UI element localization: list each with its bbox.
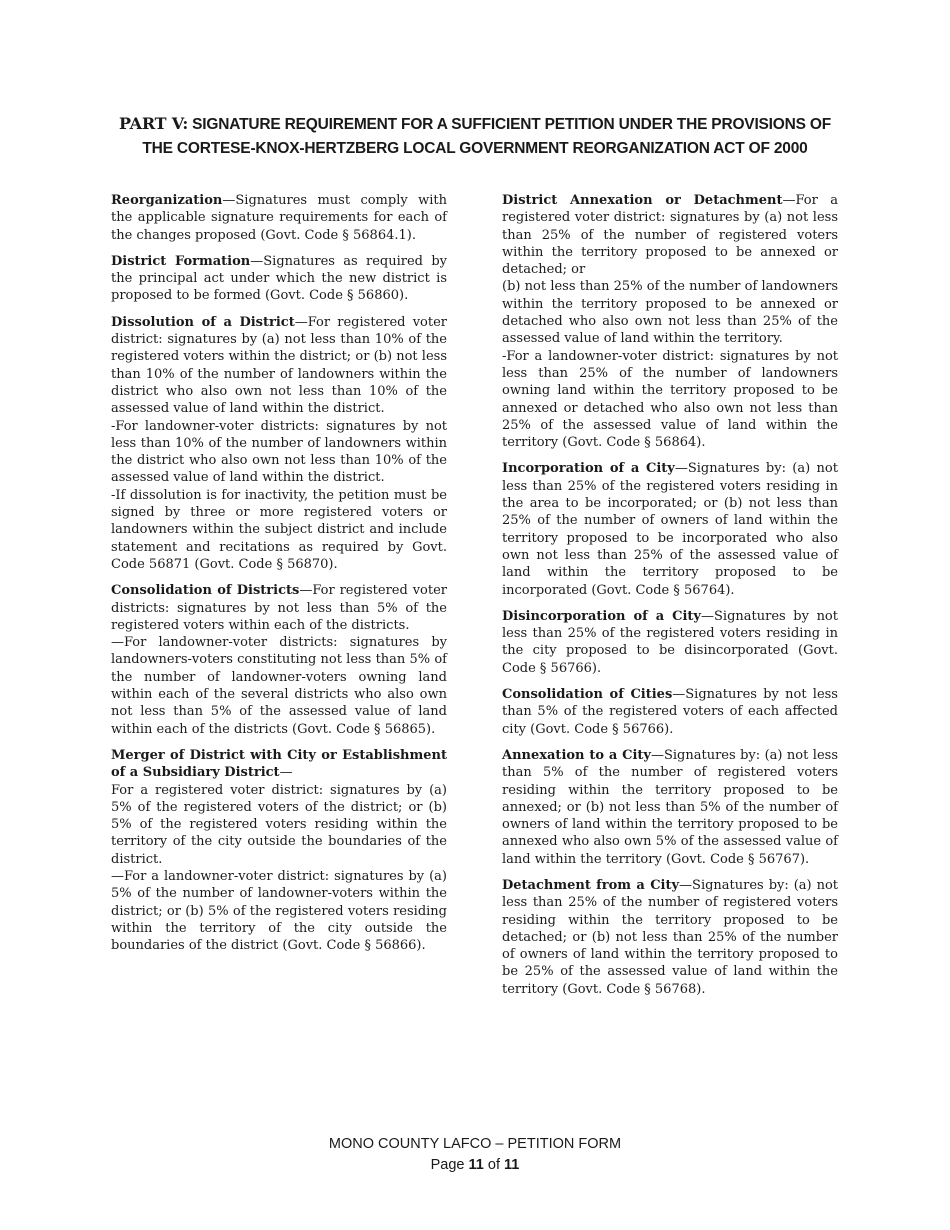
- section-text: —Signatures by: (a) not less than 25% of the registered voters residing in the area to be incorporated; or (b) not less than 25% of the number of owners of land within the territory proposed to be incorporated who also own not less than 25% of the assessed value of land within the territory proposed to be incorporated (Govt. Code § 56764).: [502, 461, 838, 598]
- left-column: [111, 192, 447, 963]
- section-text: —Signatures by: (a) not less than 5% of the number of registered voters residing within the territory proposed to be annexed; or (b) not less than 5% of the number of owners of land within the territory proposed to be annexed who also own 5% of the assessed value of land within the territory (Govt. Code § 56767).: [502, 747, 838, 867]
- petition-section: [111, 747, 447, 955]
- section-text: —For registered voter districts: signatures by not less than 5% of the registered voters within each of the districts.: [111, 583, 448, 633]
- page-of: of: [487, 1157, 500, 1173]
- section-title: District Formation: [111, 253, 251, 269]
- section-paragraph: [111, 634, 447, 738]
- section-text: —For a landowner-voter district: signatures by (a) 5% of the number of landowner-voters within the district; or (b) 5% of the registered voters residing within the territory of the city outside the boundaries of the district (Govt. Code § 56866).: [111, 868, 447, 954]
- section-text: —Signatures by: (a) not less than 25% of the number of registered voters residing within the territory proposed to be detached; or (b) not less than 25% of the number of owners of land within the territory proposed to be 25% of the assessed value of land within the territory (Govt. Code § 56768).: [502, 877, 838, 997]
- section-title: Dissolution of a District: [111, 314, 295, 330]
- petition-section: [111, 192, 447, 244]
- petition-section: [111, 582, 447, 738]
- petition-section: [502, 686, 838, 738]
- petition-section: [502, 747, 838, 868]
- petition-section: [502, 192, 838, 451]
- section-text: —For registered voter district: signatures by (a) not less than 10% of the registered voters within the district; or (b) not less than 10% of the number of landowners within the district who also own not less than 10% of the assessed value of land within the district.: [111, 314, 447, 417]
- part-label: PART V:: [118, 114, 189, 133]
- section-paragraph: [502, 877, 838, 998]
- section-paragraph: [111, 582, 447, 634]
- section-title: Detachment from a City: [502, 877, 680, 893]
- section-text: -If dissolution is for inactivity, the petition must be signed by three or more registered voters or landowners within the subject district and include statement and recitations as required by Govt. Code 56871 (Govt. Code § 56870).: [111, 487, 447, 572]
- section-paragraph: [111, 747, 447, 782]
- section-text: —For landowner-voter districts: signatures by landowners-voters constituting not less than 5% of the number of landowner-voters owning land within each of the several districts who also own not less than 5% of the assessed value of land within each of the districts (Govt. Code § 56865).: [111, 635, 447, 737]
- page-word: Page: [430, 1157, 465, 1173]
- section-text: —Signatures as required by the principal act under which the new district is proposed to be formed (Govt. Code § 56860).: [111, 253, 447, 304]
- section-text: —: [279, 765, 293, 781]
- petition-section: [111, 314, 447, 573]
- section-paragraph: [111, 314, 447, 418]
- page-heading: [110, 112, 840, 160]
- section-title: Consolidation of Cities: [502, 687, 673, 703]
- section-title: Annexation to a City: [502, 747, 651, 763]
- section-paragraph: [111, 253, 447, 305]
- section-title: Disincorporation of a City: [502, 608, 701, 624]
- section-title: Incorporation of a City: [502, 461, 675, 477]
- section-paragraph: [111, 192, 447, 244]
- section-text: -For a landowner-voter district: signatures by not less than 25% of the number of landowners owning land within the territory proposed to be annexed or detached who also own not less than 25% of the assessed value of land within the territory (Govt. Code § 56864).: [502, 348, 838, 451]
- section-paragraph: [502, 348, 838, 452]
- page-number: [0, 1155, 950, 1176]
- section-title: Merger of District with City or Establishment of a Subsidiary District: [111, 747, 447, 781]
- section-text: —For a registered voter district: signatures by (a) not less than 25% of the number of registered voters within the territory proposed to be annexed or detached; or: [502, 193, 839, 278]
- petition-section: [502, 877, 838, 998]
- section-paragraph: [111, 487, 447, 573]
- section-text: —Signatures by not less than 5% of the registered voters of each affected city (Govt. Code § 56766).: [502, 687, 838, 737]
- section-paragraph: [502, 460, 838, 598]
- section-paragraph: [502, 608, 838, 677]
- petition-section: [111, 253, 447, 305]
- section-title: Consolidation of Districts: [111, 583, 300, 599]
- section-paragraph: [502, 278, 838, 347]
- section-text: For a registered voter district: signatures by (a) 5% of the registered voters of the district; or (b) 5% of the registered voters residing within the territory of the city outside the boundaries of the district.: [111, 782, 447, 867]
- section-text: -For landowner-voter districts: signatures by not less than 10% of the number of landowners within the district who also own not less than 10% of the assessed value of land within the district.: [111, 418, 447, 486]
- section-paragraph: [502, 686, 838, 738]
- section-paragraph: [502, 192, 838, 278]
- right-column: [502, 192, 838, 1007]
- section-paragraph: [502, 747, 838, 868]
- section-text: —Signatures must comply with the applicable signature requirements for each of the changes proposed (Govt. Code § 56864.1).: [111, 193, 447, 243]
- petition-section: [502, 460, 838, 598]
- section-paragraph: [111, 418, 447, 487]
- section-paragraph: [111, 868, 447, 954]
- petition-section: [502, 608, 838, 677]
- heading-text: SIGNATURE REQUIREMENT FOR A SUFFICIENT PETITION UNDER THE PROVISIONS OF THE CORTESE-KNOX-HERTZBERG LOCAL GOVERNMENT REORGANIZATION ACT OF 2000: [142, 116, 832, 157]
- page-footer: [0, 1134, 950, 1176]
- section-title: Reorganization: [111, 193, 223, 208]
- page-total: 11: [504, 1157, 520, 1173]
- section-paragraph: [111, 782, 447, 868]
- section-text: (b) not less than 25% of the number of landowners within the territory proposed to be annexed or detached who also own not less than 25% of the assessed value of land within the territory.: [502, 279, 838, 347]
- section-title: District Annexation or Detachment: [502, 193, 783, 208]
- section-text: —Signatures by not less than 25% of the registered voters residing in the city proposed to be disincorporated (Govt. Code § 56766).: [502, 608, 838, 676]
- footer-title: MONO COUNTY LAFCO – PETITION FORM: [328, 1136, 622, 1152]
- page-current: 11: [468, 1157, 484, 1173]
